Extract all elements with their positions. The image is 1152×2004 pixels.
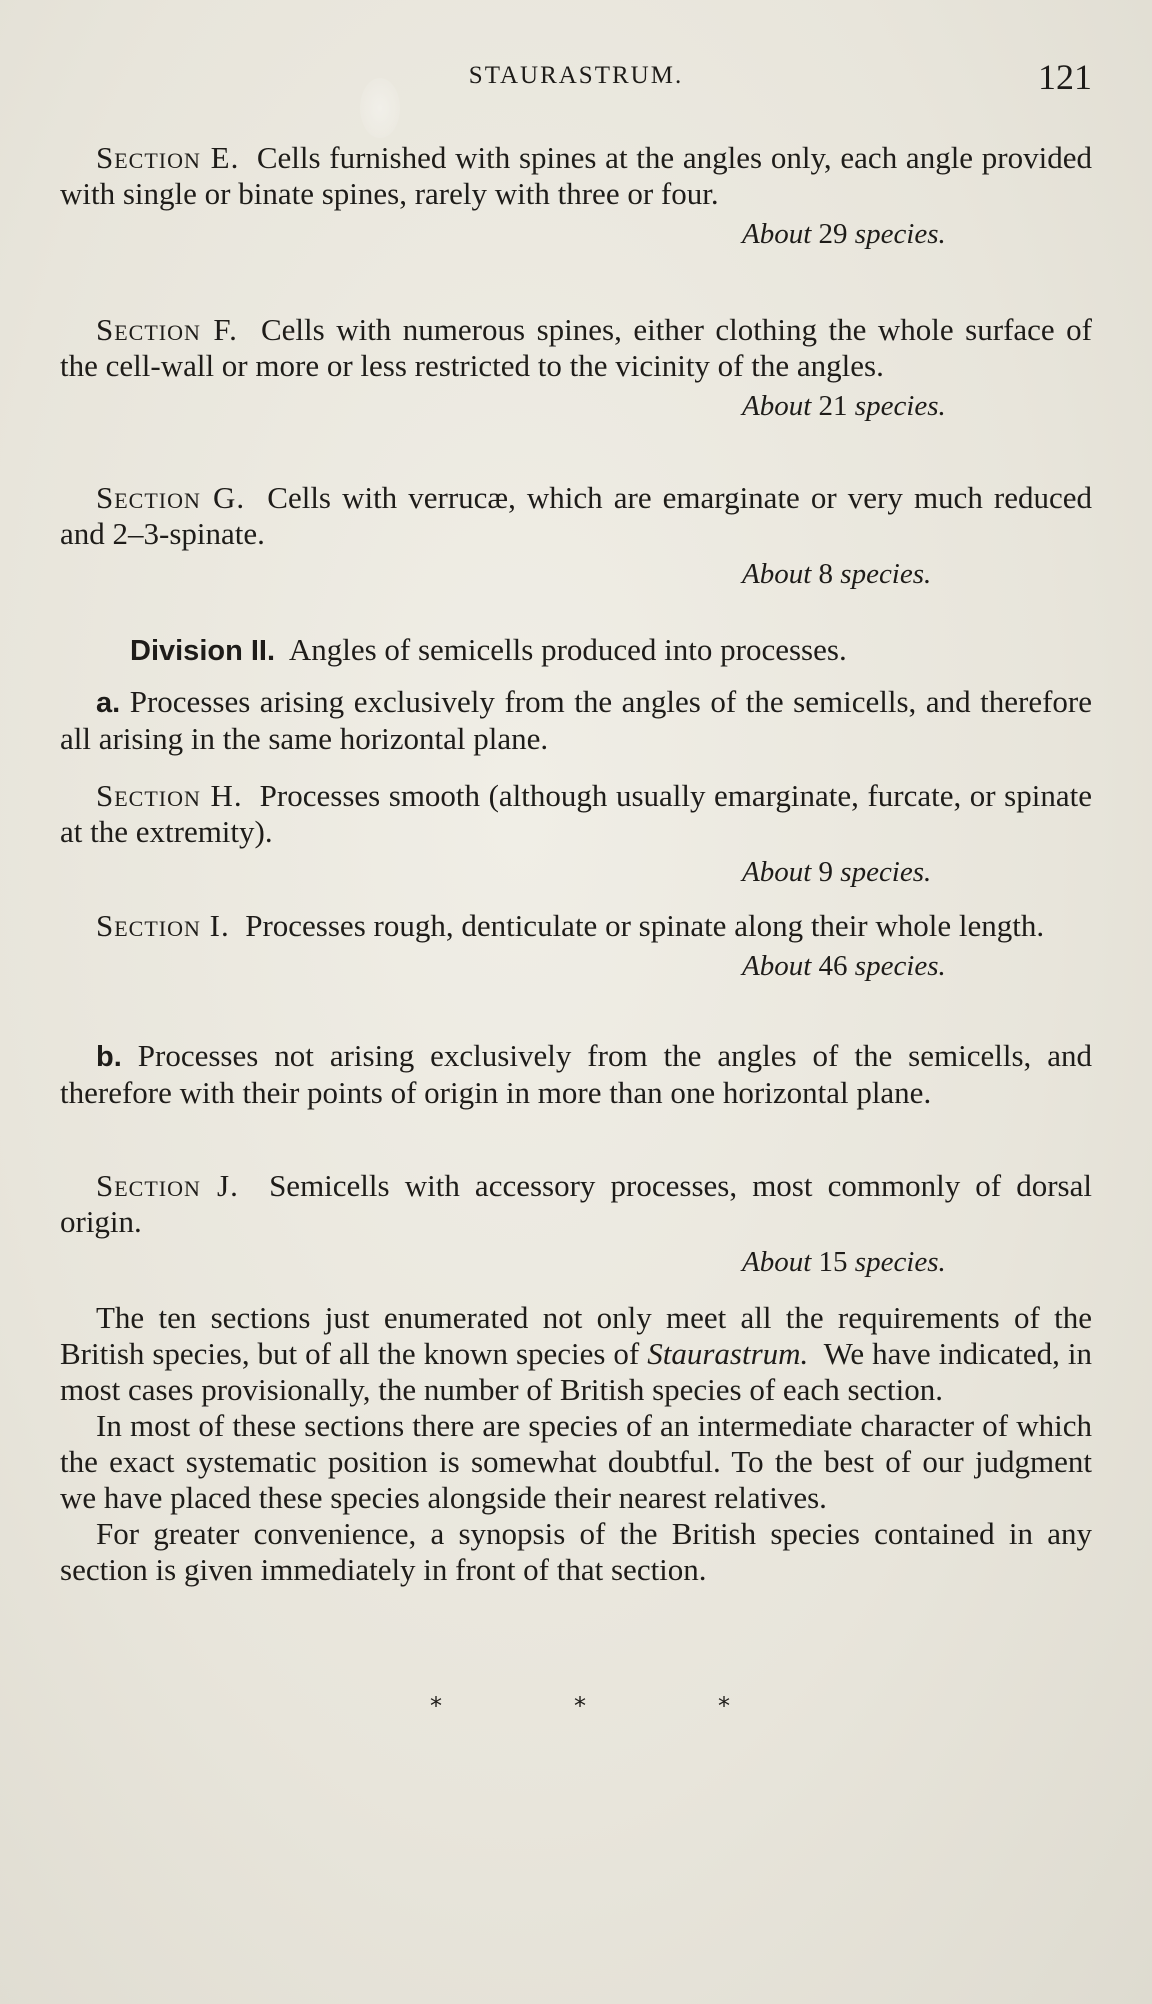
division-ii-block xyxy=(60,632,1092,669)
section-f-paragraph xyxy=(60,312,1092,384)
section-e-count xyxy=(60,218,1092,251)
count-about: About xyxy=(742,950,812,982)
count-number: 15 xyxy=(818,1246,848,1278)
section-j-paragraph xyxy=(60,1168,1092,1240)
subdivision-a-block xyxy=(60,684,1092,757)
section-f-text: Cells with numerous spines, either clothing the whole surface of the cell-wall or more or less restricted to the vicinity of the angles. xyxy=(60,312,1093,383)
count-unit: species. xyxy=(854,218,946,250)
asterism-star: * xyxy=(430,1692,442,1720)
closing-p1-after: We have indicated, in most cases provisionally, the number of British species of each section. xyxy=(60,1336,1092,1407)
count-number: 8 xyxy=(818,558,834,590)
section-h-count xyxy=(60,856,1092,889)
count-number: 21 xyxy=(818,390,848,422)
page-header xyxy=(60,56,1092,106)
section-h-paragraph xyxy=(60,778,1092,850)
count-number: 46 xyxy=(818,950,848,982)
section-g-text: Cells with verrucæ, which are emarginate or very much reduced and 2–3-spinate. xyxy=(60,480,1092,551)
count-number: 29 xyxy=(818,218,848,250)
section-j-block xyxy=(60,1168,1092,1279)
asterism-star: * xyxy=(718,1692,730,1720)
closing-paragraph-1 xyxy=(60,1300,1092,1408)
section-g-label: Section G. xyxy=(96,480,246,515)
section-j-label: Section J. xyxy=(96,1168,239,1203)
section-i-label: Section I. xyxy=(96,908,230,943)
subdivision-b-paragraph xyxy=(60,1038,1092,1111)
count-unit: species. xyxy=(854,390,946,422)
count-about: About xyxy=(742,1246,812,1278)
division-ii-paragraph xyxy=(60,632,1092,669)
closing-paragraph-2: In most of these sections there are species of an intermediate character of which the exact systematic position is somewhat doubtful. To the best of our judgment we have placed these species alongside their nearest relatives. xyxy=(60,1408,1092,1515)
section-i-paragraph xyxy=(60,908,1092,944)
subdivision-b-block xyxy=(60,1038,1092,1111)
section-break-ornament xyxy=(430,1692,730,1720)
section-h-block xyxy=(60,778,1092,889)
count-unit: species. xyxy=(854,950,946,982)
running-head: STAURASTRUM. xyxy=(468,62,684,89)
count-about: About xyxy=(742,218,812,250)
subdivision-a-label: a. xyxy=(96,687,121,719)
section-g-count xyxy=(60,558,1092,591)
subdivision-a-paragraph xyxy=(60,684,1092,757)
section-i-count xyxy=(60,950,1092,983)
subdivision-b-text: Processes not arising exclusively from the angles of the semicells, and therefore with their points of origin in more than one horizontal plane. xyxy=(60,1038,1092,1110)
section-e-label: Section E. xyxy=(96,140,240,175)
count-about: About xyxy=(742,558,812,590)
section-i-text: Processes rough, denticulate or spinate along their whole length. xyxy=(245,908,1045,943)
count-number: 9 xyxy=(818,856,834,888)
section-j-count xyxy=(60,1246,1092,1279)
subdivision-b-label: b. xyxy=(96,1041,122,1073)
count-unit: species. xyxy=(854,1246,946,1278)
section-e-block xyxy=(60,140,1092,251)
count-unit: species. xyxy=(840,558,932,590)
genus-name: Staurastrum. xyxy=(647,1336,809,1371)
section-j-text: Semicells with accessory processes, most commonly of dorsal origin. xyxy=(60,1168,1092,1239)
section-f-label: Section F. xyxy=(96,312,238,347)
section-f-count xyxy=(60,390,1092,423)
section-f-block xyxy=(60,312,1092,423)
closing-block xyxy=(60,1300,1092,1588)
count-about: About xyxy=(742,856,812,888)
asterism-star: * xyxy=(574,1692,586,1720)
division-ii-label: Division II. xyxy=(130,635,276,667)
section-h-label: Section H. xyxy=(96,778,243,813)
section-i-block xyxy=(60,908,1092,983)
section-g-block xyxy=(60,480,1092,591)
section-e-text: Cells furnished with spines at the angles only, each angle provided with single or binate spines, rarely with three or four. xyxy=(60,140,1092,211)
division-ii-text: Angles of semicells produced into processes. xyxy=(288,632,847,667)
count-about: About xyxy=(742,390,812,422)
closing-paragraph-3: For greater convenience, a synopsis of the British species contained in any section is given immediately in front of that section. xyxy=(60,1516,1092,1587)
closing-p1-before: The ten sections just enumerated not only meet all the requirements of the British species, but of all the known species of xyxy=(60,1300,1092,1371)
page-number: 121 xyxy=(1038,57,1092,97)
section-g-paragraph xyxy=(60,480,1092,552)
count-unit: species. xyxy=(840,856,932,888)
section-e-paragraph xyxy=(60,140,1092,212)
section-h-text: Processes smooth (although usually emarginate, furcate, or spinate at the extremity). xyxy=(60,778,1092,849)
subdivision-a-text: Processes arising exclusively from the angles of the semicells, and therefore all arising in the same horizontal plane. xyxy=(60,684,1092,756)
